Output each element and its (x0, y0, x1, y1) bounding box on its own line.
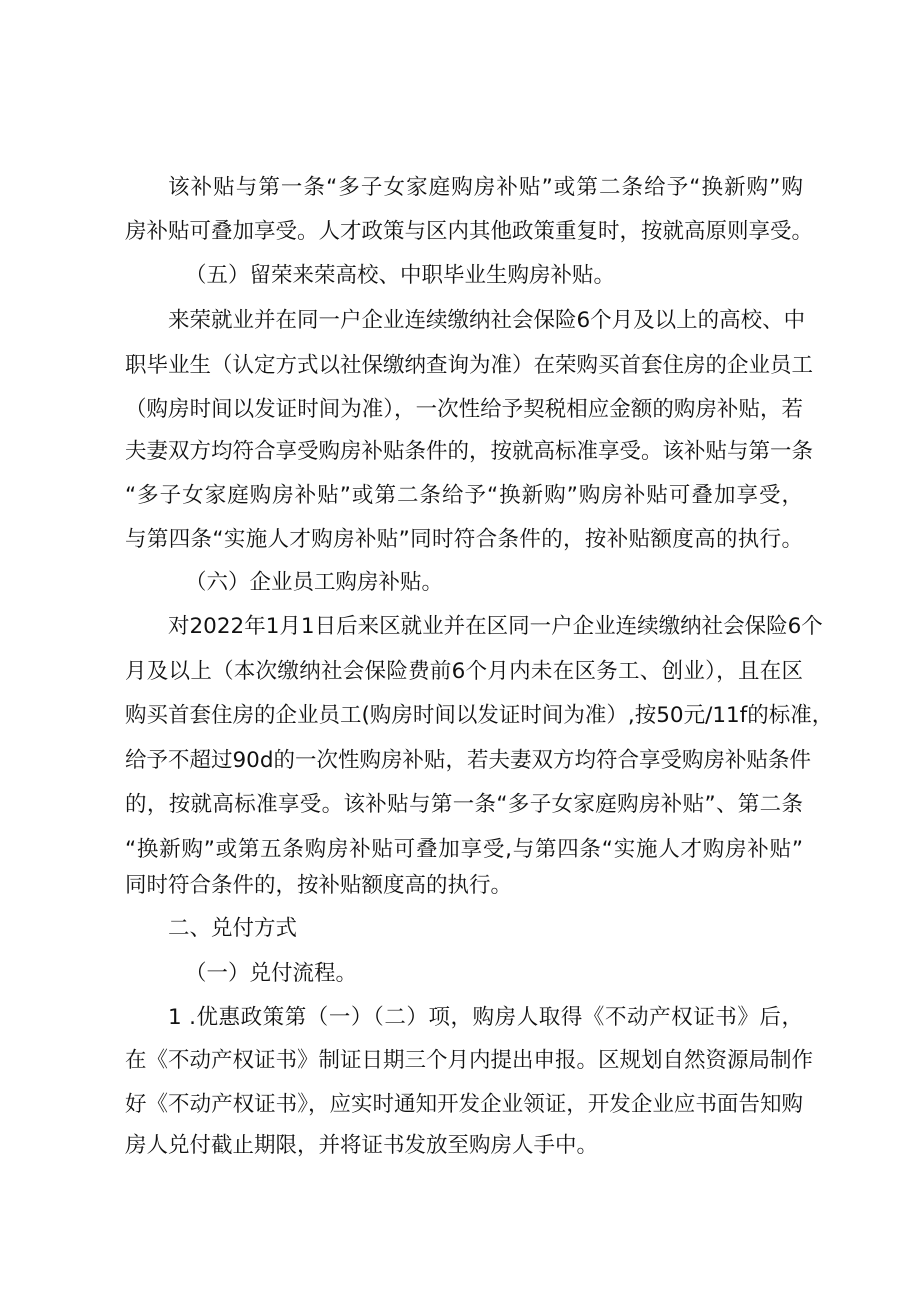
text-line: 夫妻双方均符合享受购房补贴条件的，按就高标准享受。该补贴与第一条 (125, 439, 814, 464)
text-line: 职毕业生（认定方式以社保缴纳查询为准）在荣购买首套住房的企业员工 (125, 353, 814, 378)
section-heading: （五）留荣来荣高校、中职毕业生购房补贴。 (185, 263, 616, 288)
text-line: 月及以上（本次缴纳社会保险费前6个月内未在区务工、创业），且在区 (125, 659, 803, 684)
text-line: 与第四条“实施人才购房补贴”同时符合条件的，按补贴额度高的执行。 (125, 527, 803, 552)
text-line: （购房时间以发证时间为准），一次性给予契税相应金额的购房补贴，若 (125, 397, 803, 422)
text-line: 对2022年1月1日后来区就业并在区同一户企业连续缴纳社会保险6个 (168, 614, 823, 639)
text-line: 同时符合条件的，按补贴额度高的执行。 (125, 873, 513, 898)
text-line: 1 .优惠政策第（一）（二）项，购房人取得《不动产权证书》后， (168, 1005, 803, 1030)
text-line: 该补贴与第一条“多子女家庭购房补贴”或第二条给予“换新购”购 (168, 175, 803, 200)
text-line: 在《不动产权证书》制证日期三个月内提出申报。区规划自然资源局制作 (125, 1048, 814, 1073)
text-line: 好《不动产权证书》，应实时通知开发企业领证，开发企业应书面告知购 (125, 1092, 803, 1117)
text-line: “多子女家庭购房补贴”或第二条给予“换新购”购房补贴可叠加享受， (125, 483, 803, 508)
text-line: 房补贴可叠加享受。人才政策与区内其他政策重复时，按就高原则享受。 (125, 219, 814, 244)
text-line: 的，按就高标准享受。该补贴与第一条“多子女家庭购房补贴”、第二条 (125, 792, 803, 817)
text-line: 来荣就业并在同一户企业连续缴纳社会保险6个月及以上的高校、中 (168, 308, 806, 333)
text-line: 给予不超过90d的一次性购房补贴，若夫妻双方均符合享受购房补贴条件 (125, 748, 812, 773)
text-line: “换新购”或第五条购房补贴可叠加享受,与第四条“实施人才购房补贴” (125, 837, 803, 862)
text-line: 购买首套住房的企业员工(购房时间以发证时间为准）,按50元/11f的标准， (125, 703, 834, 728)
chapter-heading: 二、兑付方式 (168, 916, 298, 941)
text-line: 房人兑付截止期限，并将证书发放至购房人手中。 (125, 1133, 599, 1158)
section-heading: （六）企业员工购房补贴。 (185, 570, 444, 595)
section-heading: （一）兑付流程。 (185, 961, 358, 986)
